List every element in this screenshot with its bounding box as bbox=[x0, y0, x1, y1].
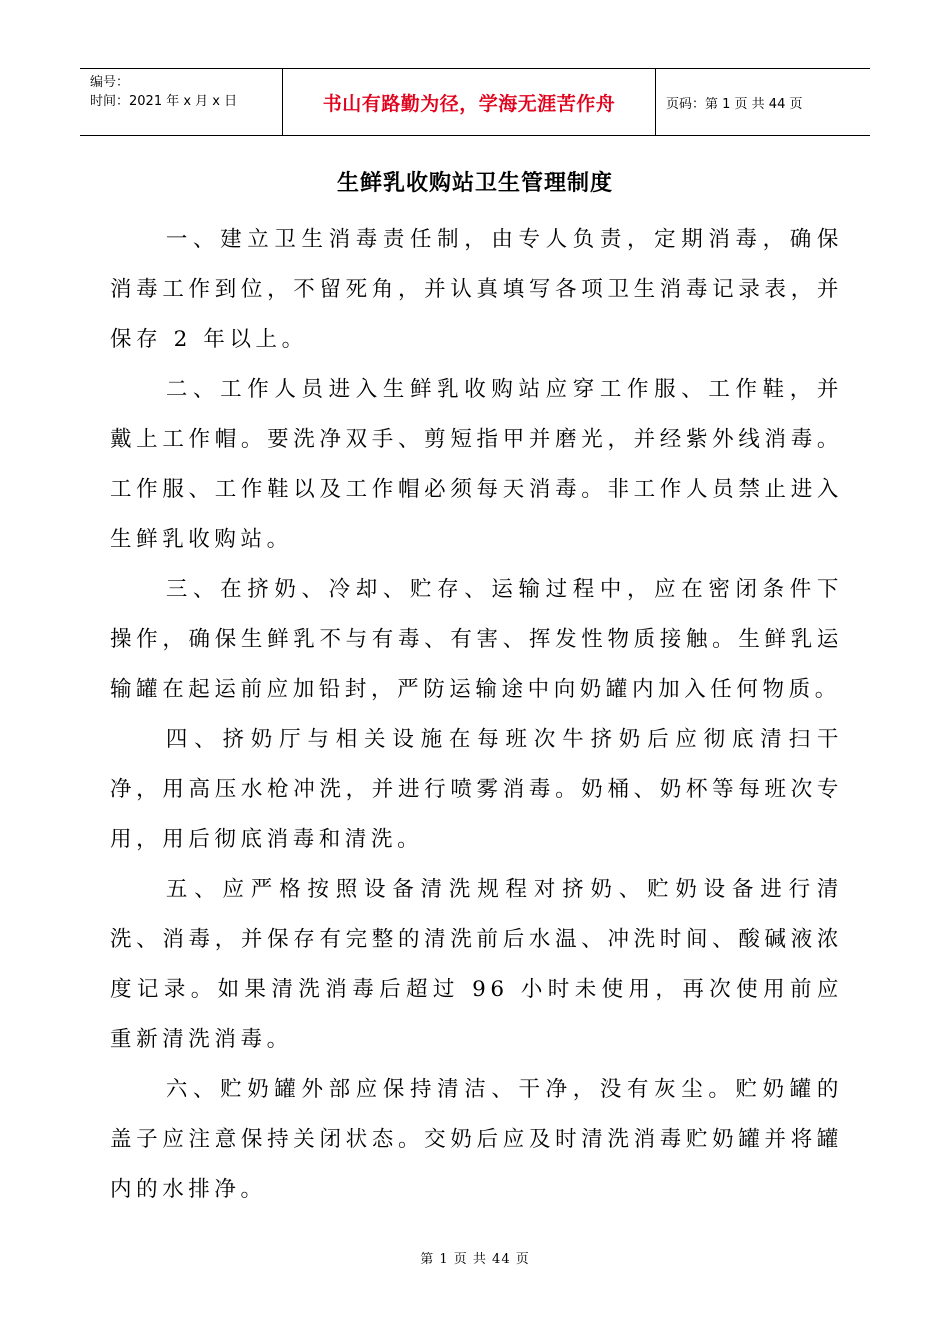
document-title: 生鲜乳收购站卫生管理制度 bbox=[336, 170, 613, 196]
header-motto: 书山有路勤为径，学海无涯苦作舟 bbox=[282, 69, 656, 135]
paragraph-1: 一、建立卫生消毒责任制，由专人负责，定期消毒，确保消毒工作到位，不留死角，并认真填写各项卫生消毒记录表，并保存 2 年以上。 bbox=[110, 227, 843, 352]
paragraph-2: 二、工作人员进入生鲜乳收购站应穿工作服、工作鞋，并戴上工作帽。要洗净双手、剪短指甲并磨光，并经紫外线消毒。工作服、工作鞋以及工作帽必须每天消毒。非工作人员禁止进入生鲜乳收购站。 bbox=[110, 377, 843, 552]
paragraph-5: 五、应严格按照设备清洗规程对挤奶、贮奶设备进行清洗、消毒，并保存有完整的清洗前后水温、冲洗时间、酸碱液浓度记录。如果清洗消毒后超过 96 小时未使用，再次使用前应重新清洗消毒。 bbox=[110, 877, 843, 1052]
paragraph-3: 三、在挤奶、冷却、贮存、运输过程中，应在密闭条件下操作，确保生鲜乳不与有毒、有害、挥发性物质接触。生鲜乳运输罐在起运前应加铅封，严防运输途中向奶罐内加入任何物质。 bbox=[110, 577, 843, 702]
document-body bbox=[110, 215, 843, 1215]
header-left-cell bbox=[80, 69, 282, 135]
paragraph-6: 六、贮奶罐外部应保持清洁、干净，没有灰尘。贮奶罐的盖子应注意保持关闭状态。交奶后应及时清洗消毒贮奶罐并将罐内的水排净。 bbox=[110, 1077, 843, 1202]
document-time-label: 时间：2021 年 x 月 x 日 bbox=[90, 94, 238, 109]
paragraph-4: 四、挤奶厅与相关设施在每班次牛挤奶后应彻底清扫干净，用高压水枪冲洗，并进行喷雾消毒。奶桶、奶杯等每班次专用，用后彻底消毒和清洗。 bbox=[110, 727, 843, 852]
page-footer: 第 1 页 共 44 页 bbox=[420, 1252, 530, 1267]
header-page-info: 页码：第 1 页 共 44 页 bbox=[666, 96, 803, 112]
header-table bbox=[80, 68, 870, 136]
document-number-label: 编号： bbox=[90, 75, 130, 90]
